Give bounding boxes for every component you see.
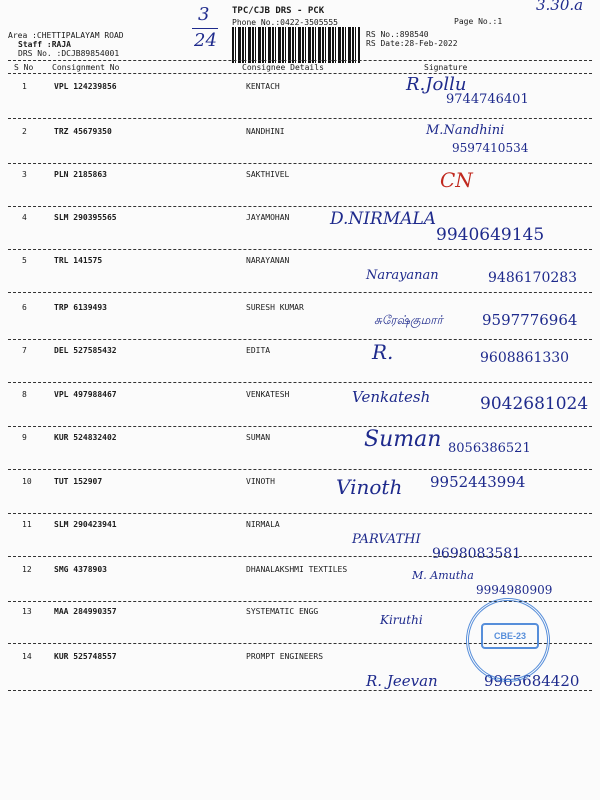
row-sno: 13	[22, 607, 32, 616]
col-consignee: Consignee Details	[242, 63, 324, 72]
row-divider	[8, 556, 592, 557]
row-phone-handwritten: 9597410534	[452, 141, 529, 155]
row-signature: சுரேஷ்குமார்	[374, 313, 443, 327]
row-consignee-name: SAKTHIVEL	[246, 170, 290, 179]
row-consignment-no: TRL 141575	[54, 256, 103, 265]
header-divider-top	[8, 60, 592, 61]
row-divider	[8, 163, 592, 164]
row-consignment-no: PLN 2185863	[54, 170, 107, 179]
row-signature: Venkatesh	[352, 388, 431, 406]
row-phone-handwritten: 8056386521	[448, 441, 531, 456]
row-phone-handwritten: 9965684420	[484, 672, 580, 690]
row-consignment-no: TRP 6139493	[54, 303, 107, 312]
row-consignment-no: KUR 524832402	[54, 433, 117, 442]
row-consignee-name: NARAYANAN	[246, 256, 290, 265]
row-signature: R. Jeevan	[366, 672, 438, 690]
row-divider	[8, 382, 592, 383]
row-sno: 7	[22, 346, 27, 355]
row-divider	[8, 690, 592, 691]
row-consignment-no: KUR 525748557	[54, 652, 117, 661]
row-sno: 11	[22, 520, 32, 529]
row-consignment-no: SMG 4378903	[54, 565, 107, 574]
rs-date: RS Date:28-Feb-2022	[366, 39, 458, 48]
row-consignment-no: TUT 152907	[54, 477, 103, 486]
row-divider	[8, 118, 592, 119]
drs-number: DRS No. :DCJB89854001	[18, 49, 120, 58]
row-phone-handwritten: 9698083581	[432, 546, 522, 562]
row-consignment-no: MAA 284990357	[54, 607, 117, 616]
row-divider	[8, 292, 592, 293]
row-consignee-name: SYSTEMATIC ENGG	[246, 607, 319, 616]
row-signature: Suman	[364, 427, 442, 452]
row-divider	[8, 469, 592, 470]
row-consignee-name: SURESH KUMAR	[246, 303, 304, 312]
row-consignee-name: VENKATESH	[246, 390, 290, 399]
row-signature: Kiruthi	[380, 613, 423, 627]
row-signature: Narayanan	[366, 268, 439, 283]
barcode	[232, 27, 360, 63]
row-consignment-no: VPL 497988467	[54, 390, 117, 399]
row-divider	[8, 426, 592, 427]
handwritten-corner-note: 3.30.a	[536, 0, 584, 14]
page-number: Page No.:1	[454, 17, 503, 26]
row-signature: Vinoth	[336, 475, 403, 499]
col-consignment: Consignment No	[52, 63, 120, 72]
header-divider-bottom	[8, 73, 592, 74]
row-sno: 9	[22, 433, 27, 442]
row-consignee-name: KENTACH	[246, 82, 280, 91]
row-phone-handwritten: 9042681024	[480, 394, 589, 414]
document-title: TPC/CJB DRS - PCK	[232, 6, 325, 16]
office-stamp	[466, 598, 550, 682]
row-divider	[8, 206, 592, 207]
row-sno: 1	[22, 82, 27, 91]
row-sno: 6	[22, 303, 27, 312]
row-signature: R.	[372, 340, 394, 364]
fraction-line	[192, 28, 218, 29]
row-consignee-name: DHANALAKSHMI TEXTILES	[246, 565, 348, 574]
row-divider	[8, 513, 592, 514]
row-signature: M.Nandhini	[426, 123, 505, 138]
row-consignee-name: JAYAMOHAN	[246, 213, 290, 222]
row-consignment-no: DEL 527585432	[54, 346, 117, 355]
row-signature: M. Amutha	[412, 569, 474, 582]
col-signature: Signature	[424, 63, 468, 72]
row-divider	[8, 249, 592, 250]
row-consignee-name: PROMPT ENGINEERS	[246, 652, 324, 661]
phone-number: Phone No.:0422-3505555	[232, 18, 338, 27]
row-consignee-name: EDITA	[246, 346, 271, 355]
row-sno: 10	[22, 477, 32, 486]
row-consignee-name: SUMAN	[246, 433, 271, 442]
row-consignment-no: TRZ 45679350	[54, 127, 112, 136]
row-phone-handwritten: 9486170283	[488, 270, 578, 286]
handwritten-count-bottom: 24	[194, 30, 217, 51]
staff-label: Staff :RAJA	[18, 40, 71, 49]
stamp-label: CBE-23	[481, 623, 539, 649]
row-sno: 4	[22, 213, 27, 222]
row-sno: 3	[22, 170, 27, 179]
row-phone-handwritten: 9952443994	[430, 473, 526, 491]
row-consignment-no: VPL 124239856	[54, 82, 117, 91]
row-phone-handwritten: 9744746401	[446, 92, 529, 107]
row-phone-handwritten: 9940649145	[436, 225, 545, 245]
row-phone-handwritten: 9994980909	[476, 583, 553, 597]
row-consignee-name: NANDHINI	[246, 127, 285, 136]
row-phone-handwritten: 9597776964	[482, 311, 578, 329]
row-consignee-name: VINOTH	[246, 477, 275, 486]
row-divider	[8, 339, 592, 340]
row-signature: D.NIRMALA	[330, 209, 437, 229]
handwritten-count-top: 3	[198, 4, 210, 25]
row-signature: PARVATHI	[352, 532, 421, 547]
row-sno: 14	[22, 652, 32, 661]
area-label: Area :CHETTIPALAYAM ROAD	[8, 31, 124, 40]
row-sno: 2	[22, 127, 27, 136]
row-signature: CN	[440, 168, 473, 192]
row-consignee-name: NIRMALA	[246, 520, 280, 529]
row-sno: 5	[22, 256, 27, 265]
col-sno: S No	[14, 63, 34, 72]
row-sno: 8	[22, 390, 27, 399]
row-phone-handwritten: 9608861330	[480, 350, 570, 366]
row-sno: 12	[22, 565, 32, 574]
rs-number: RS No.:898540	[366, 30, 429, 39]
row-signature: R.Jollu	[406, 74, 467, 95]
row-consignment-no: SLM 290423941	[54, 520, 117, 529]
row-consignment-no: SLM 290395565	[54, 213, 117, 222]
